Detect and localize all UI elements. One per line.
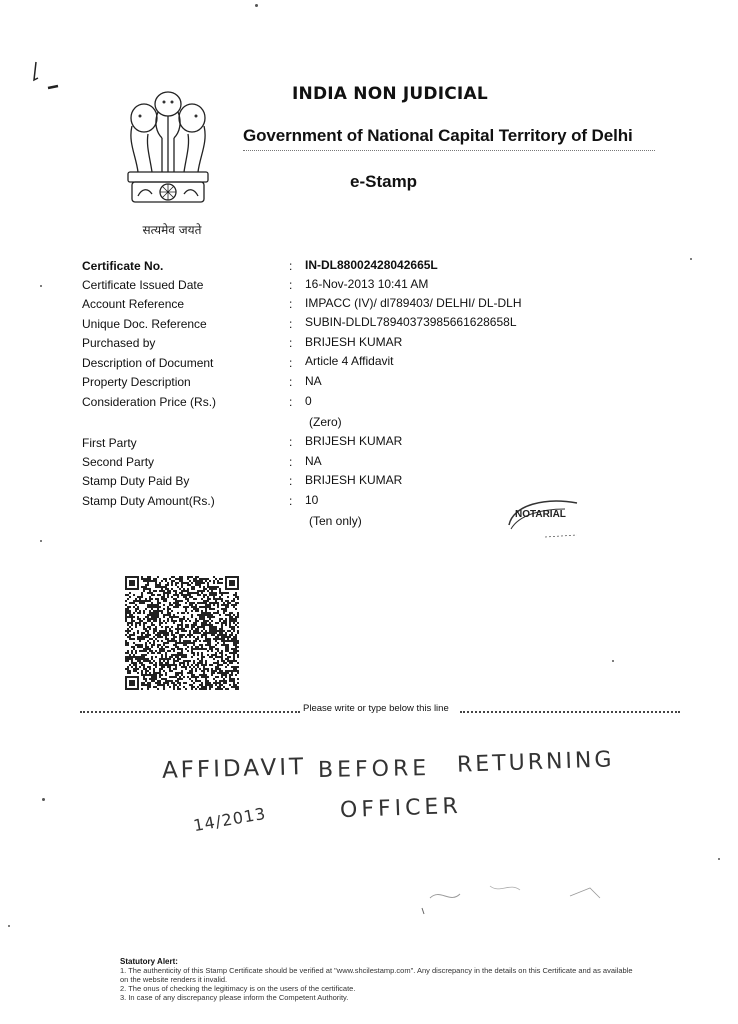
stamp-duty-amount-words: (Ten only) bbox=[309, 514, 362, 528]
dotted-line-left bbox=[80, 711, 300, 713]
document-title: INDIA NON JUDICIAL bbox=[292, 84, 488, 104]
field-label: Consideration Price (Rs.) bbox=[82, 395, 217, 409]
first-party: BRIJESH KUMAR bbox=[305, 434, 403, 448]
statutory-alert-item: 2. The onus of checking the legitimacy is on the users of the certificate. bbox=[120, 984, 356, 993]
field-label: Stamp Duty Paid By bbox=[82, 474, 190, 488]
scan-speck bbox=[690, 258, 692, 260]
handwritten-text: AFFIDAVIT bbox=[161, 754, 307, 784]
field-colon: : bbox=[289, 336, 293, 350]
field-label: Certificate Issued Date bbox=[82, 278, 204, 292]
field-colon: : bbox=[289, 455, 293, 469]
scan-speck bbox=[612, 660, 614, 662]
field-label: Certificate No. bbox=[82, 259, 164, 273]
pen-mark bbox=[32, 58, 62, 98]
second-party: NA bbox=[305, 454, 322, 468]
field-label: Account Reference bbox=[82, 297, 185, 311]
handwritten-text: BEFORE bbox=[317, 756, 431, 783]
scan-speck bbox=[255, 4, 258, 7]
handwritten-date: 14/2013 bbox=[191, 803, 268, 836]
field-label: Purchased by bbox=[82, 336, 156, 350]
scan-speck bbox=[42, 798, 45, 801]
field-label: Description of Document bbox=[82, 356, 214, 370]
field-colon: : bbox=[289, 395, 293, 409]
purchased-by: BRIJESH KUMAR bbox=[305, 335, 403, 349]
statutory-alert-item: 1. The authenticity of this Stamp Certificate should be verified at "www.shcilestamp.com". Any discrepancy in the details on this Certificate and as available on the website renders it invalid. bbox=[120, 966, 633, 984]
write-below-instruction: Please write or type below this line bbox=[303, 703, 449, 714]
faint-signature bbox=[420, 868, 620, 918]
document-description: Article 4 Affidavit bbox=[305, 354, 394, 368]
statutory-alert bbox=[120, 957, 640, 1002]
notarial-stamp bbox=[505, 495, 587, 541]
field-colon: : bbox=[289, 375, 293, 389]
scan-speck bbox=[8, 925, 10, 927]
field-colon: : bbox=[289, 474, 293, 488]
qr-code bbox=[125, 576, 239, 690]
write-below-line bbox=[80, 703, 680, 717]
consideration-price-words: (Zero) bbox=[309, 415, 342, 429]
field-label: Stamp Duty Amount(Rs.) bbox=[82, 494, 215, 508]
stamp-duty-paid-by: BRIJESH KUMAR bbox=[305, 473, 403, 487]
field-label: Unique Doc. Reference bbox=[82, 317, 207, 331]
unique-doc-reference: SUBIN-DLDL78940373985661628658L bbox=[305, 315, 517, 329]
field-colon: : bbox=[289, 259, 293, 273]
handwritten-text: OFFICER bbox=[339, 793, 463, 824]
field-colon: : bbox=[289, 356, 293, 370]
heading-underline bbox=[243, 150, 655, 151]
consideration-price: 0 bbox=[305, 394, 312, 408]
field-colon: : bbox=[289, 494, 293, 508]
field-colon: : bbox=[289, 278, 293, 292]
issued-date: 16-Nov-2013 10:41 AM bbox=[305, 277, 429, 291]
government-heading: Government of National Capital Territory of Delhi bbox=[243, 126, 633, 145]
dotted-line-right bbox=[460, 711, 680, 713]
stamp-duty-amount: 10 bbox=[305, 493, 319, 507]
field-label: First Party bbox=[82, 436, 137, 450]
stamp-text: NOTARIAL bbox=[515, 509, 566, 520]
scan-speck bbox=[718, 858, 720, 860]
property-description: NA bbox=[305, 374, 322, 388]
estamp-heading: e-Stamp bbox=[350, 172, 418, 191]
national-emblem-icon bbox=[118, 86, 218, 216]
emblem-motto: सत्यमेव जयते bbox=[142, 223, 202, 237]
field-colon: : bbox=[289, 435, 293, 449]
certificate-number: IN-DL88002428042665L bbox=[305, 258, 438, 272]
field-colon: : bbox=[289, 297, 293, 311]
statutory-alert-title: Statutory Alert: bbox=[120, 957, 178, 966]
scan-speck bbox=[40, 285, 42, 287]
statutory-alert-item: 3. In case of any discrepancy please inform the Competent Authority. bbox=[120, 993, 349, 1002]
field-label: Property Description bbox=[82, 375, 191, 389]
field-label: Second Party bbox=[82, 455, 155, 469]
account-reference: IMPACC (IV)/ dl789403/ DELHI/ DL-DLH bbox=[305, 296, 522, 310]
scan-speck bbox=[40, 540, 42, 542]
field-colon: : bbox=[289, 317, 293, 331]
handwritten-text: RETURNING bbox=[456, 747, 615, 778]
